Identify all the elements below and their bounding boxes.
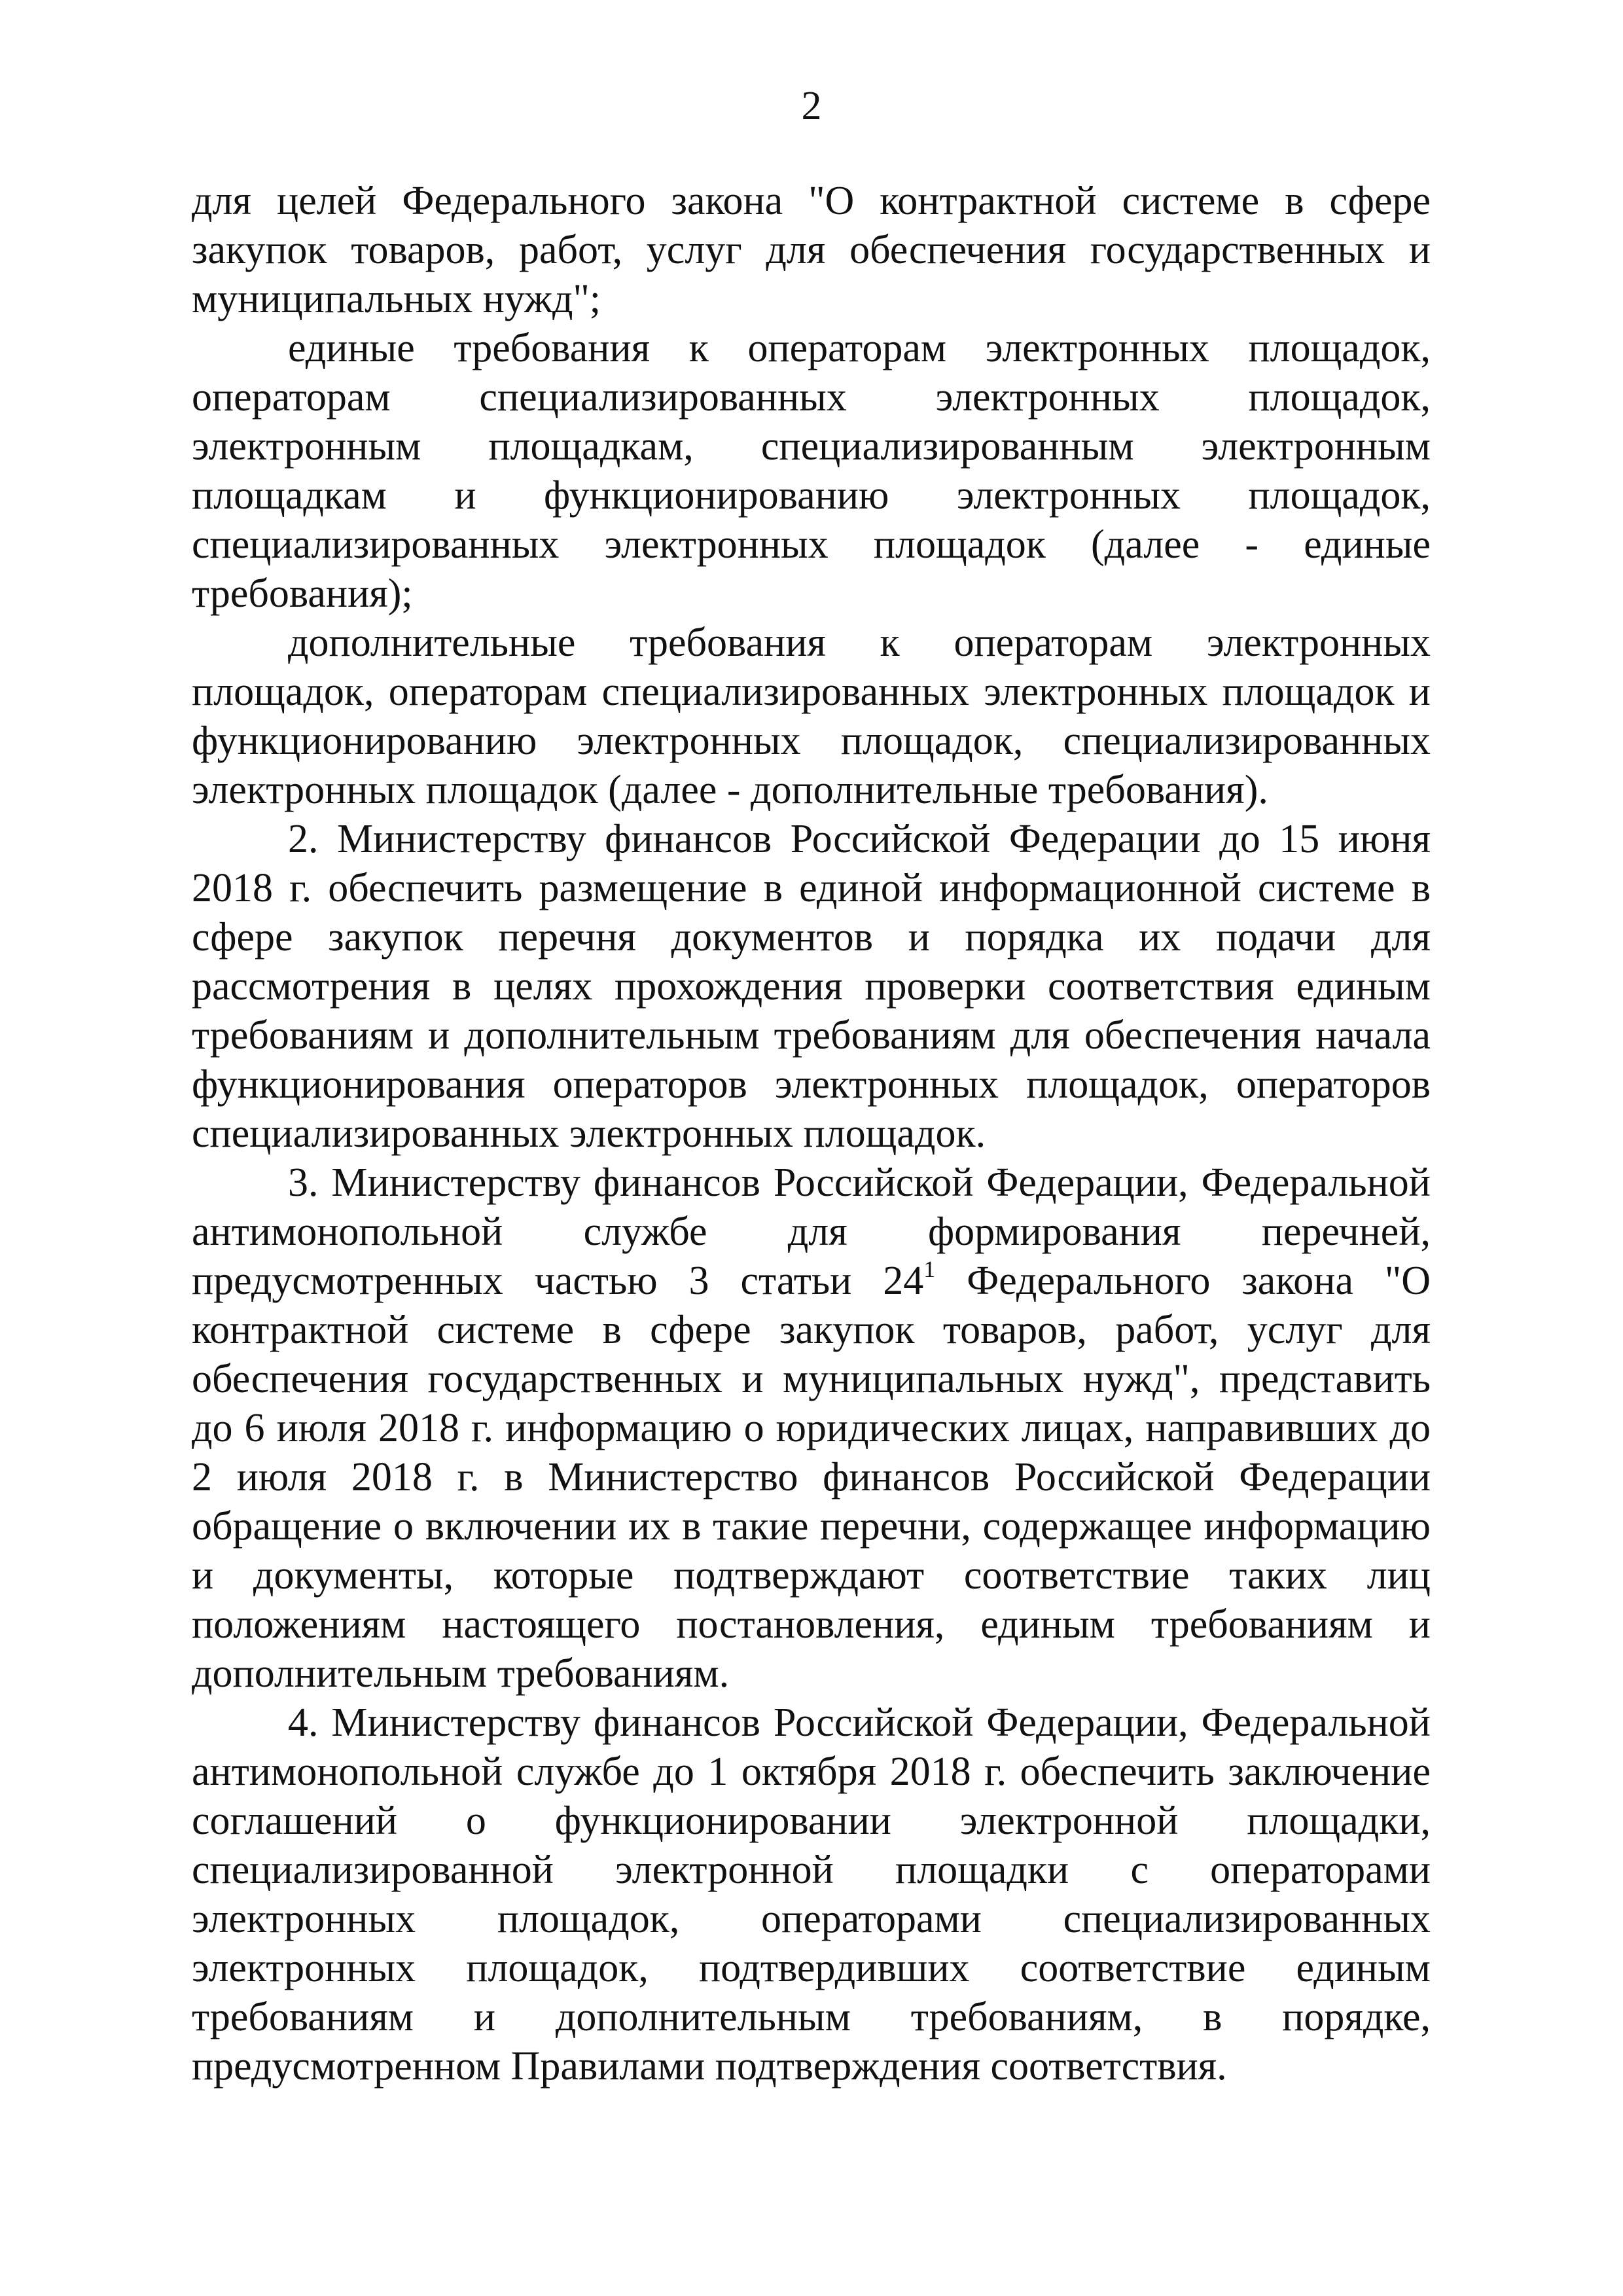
page-number: 2 — [801, 84, 822, 128]
paragraph-item-3-text-before: 3. Министерству финансов Российской Федерации, Федеральной антимонопольной службе для формирования перечней, предусмотренных частью 3 статьи 24 — [192, 1160, 1431, 1303]
paragraph-unified-requirements: единые требования к операторам электронных площадок, операторам специализированных электронных площадок, электронным площадкам, специализированным электронным площадкам и функционированию электронных площадок, специализированных электронных площадок (далее - единые требования); — [192, 326, 1431, 616]
paragraph-item-4: 4. Министерству финансов Российской Федерации, Федеральной антимонопольной службе до 1 октября 2018 г. обеспечить заключение соглашений о функционировании электронной площадки, специализированной электронной площадки с операторами электронных площадок, операторами специализированных электронных площадок, подтвердивших соответствие единым требованиям и дополнительным требованиям, в порядке, предусмотренном Правилами подтверждения соответствия. — [192, 1700, 1431, 2089]
paragraph-item-2: 2. Министерству финансов Российской Федерации до 15 июня 2018 г. обеспечить размещение в единой информационной системе в сфере закупок перечня документов и порядка их подачи для рассмотрения в целях прохождения проверки соответствия единым требованиям и дополнительным требованиям для обеспечения начала функционирования операторов электронных площадок, операторов специализированных электронных площадок. — [192, 817, 1431, 1156]
paragraph-item-3 — [192, 1158, 1431, 1698]
paragraph-item-3-text-after: Федерального закона "О контрактной системе в сфере закупок товаров, работ, услуг для обеспечения государственных и муниципальных нужд", представить до 6 июля 2018 г. информацию о юридических лицах, направивших до 2 июля 2018 г. в Министерство финансов Российской Федерации обращение о включении их в такие перечни, содержащее информацию и документы, которые подтверждают соответствие таких лиц положениям настоящего постановления, единым требованиям и дополнительным требованиям. — [192, 1259, 1431, 1696]
paragraph-continuation: для целей Федерального закона "О контрактной системе в сфере закупок товаров, работ, услуг для обеспечения государственных и муниципальных нужд"; — [192, 179, 1431, 321]
article-superscript: 1 — [923, 1256, 936, 1282]
paragraph-additional-requirements: дополнительные требования к операторам электронных площадок, операторам специализированных электронных площадок и функционированию электронных площадок, специализированных электронных площадок (далее - дополнительные требования). — [192, 620, 1431, 812]
document-body — [192, 177, 1431, 2091]
